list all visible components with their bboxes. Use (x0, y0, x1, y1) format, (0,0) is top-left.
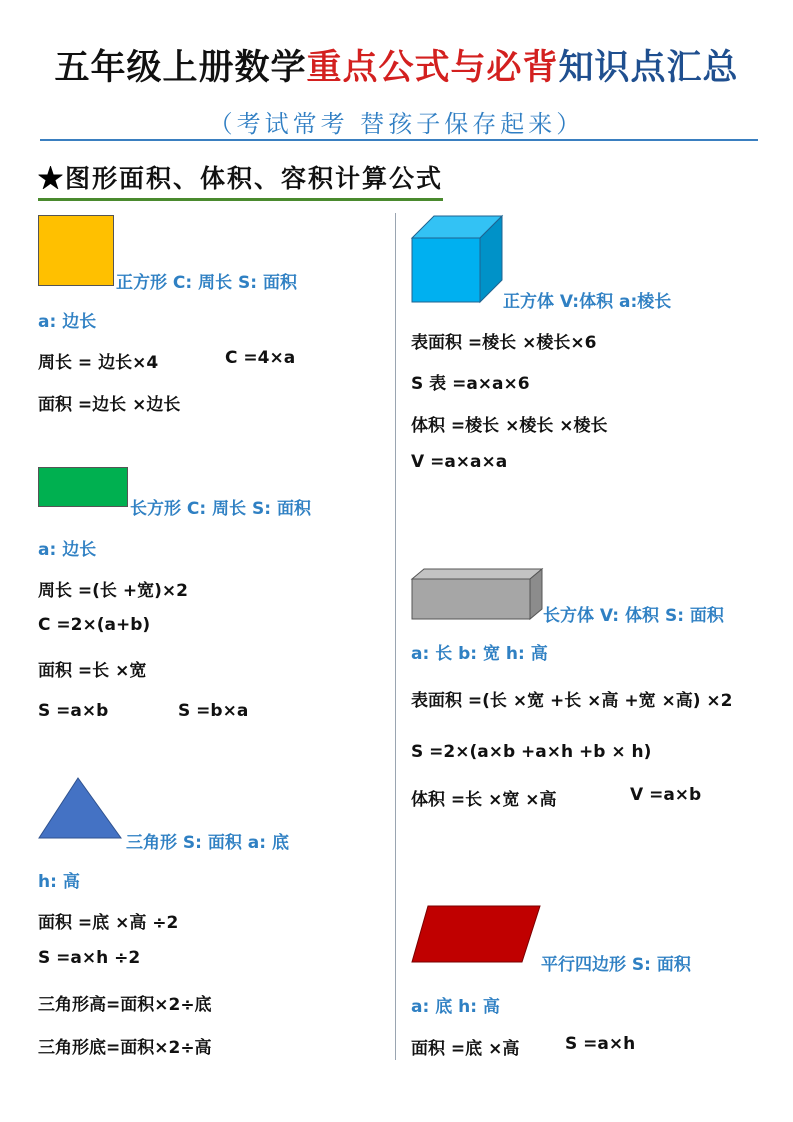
rectangle-shape-icon (38, 467, 128, 507)
rectangle-label: 长方形 C: 周长 S: 面积 (130, 499, 311, 519)
cuboid-volume-formula: 体积 =长 ×宽 ×高 (411, 790, 557, 810)
cuboid-volume-symbolic: V =a×b (630, 785, 702, 805)
parallelogram-label: 平行四边形 S: 面积 (541, 955, 691, 975)
square-perimeter-symbolic: C =4×a (225, 348, 296, 368)
cuboid-label-dimensions: a: 长 b: 宽 h: 高 (411, 644, 548, 664)
square-shape-icon (38, 215, 114, 286)
cube-surface-formula: 表面积 =棱长 ×棱长×6 (411, 333, 597, 353)
triangle-label-height: h: 高 (38, 872, 80, 892)
section-title: 图形面积、体积、容积计算公式 (65, 164, 444, 193)
triangle-height-formula: 三角形高=面积×2÷底 (38, 995, 212, 1015)
title-part-red: 重点公式与必背 (306, 48, 559, 88)
triangle-shape-icon (37, 776, 123, 840)
square-label: 正方形 C: 周长 S: 面积 (116, 273, 297, 293)
cuboid-surface-symbolic: S =2×(a×b +a×h +b × h) (411, 742, 652, 762)
page-subtitle: （考试常考 替孩子保存起来） (208, 110, 585, 138)
square-label-edge: a: 边长 (38, 312, 97, 332)
rectangle-area-formula: 面积 =长 ×宽 (38, 661, 147, 681)
title-part-blue: 知识点汇总 (558, 48, 739, 88)
cube-shape-icon (410, 214, 504, 304)
section-heading (38, 163, 443, 201)
square-perimeter-formula: 周长 = 边长×4 (38, 353, 159, 373)
column-divider (395, 213, 396, 1060)
parallelogram-shape-icon (410, 904, 542, 964)
rectangle-perimeter-formula: 周长 =(长 +宽)×2 (38, 581, 188, 601)
rectangle-perimeter-symbolic: C =2×(a+b) (38, 615, 151, 635)
title-part-black: 五年级上册数学 (54, 48, 307, 88)
cube-volume-formula: 体积 =棱长 ×棱长 ×棱长 (411, 416, 608, 436)
star-icon: ★ (38, 164, 66, 193)
parallelogram-label-dimensions: a: 底 h: 高 (411, 997, 500, 1017)
parallelogram-area-formula: 面积 =底 ×高 (411, 1039, 520, 1059)
triangle-area-symbolic: S =a×h ÷2 (38, 948, 141, 968)
triangle-label: 三角形 S: 面积 a: 底 (126, 833, 289, 853)
triangle-area-formula: 面积 =底 ×高 ÷2 (38, 913, 179, 933)
page-title (0, 40, 793, 90)
cube-surface-symbolic: S 表 =a×a×6 (411, 374, 530, 394)
triangle-base-formula: 三角形底=面积×2÷高 (38, 1038, 212, 1058)
rectangle-label-edge: a: 边长 (38, 540, 97, 560)
cube-volume-symbolic: V =a×a×a (411, 452, 508, 472)
cuboid-label: 长方体 V: 体积 S: 面积 (543, 606, 724, 626)
rectangle-area-symbolic-1: S =a×b (38, 701, 109, 721)
rectangle-area-symbolic-2: S =b×a (178, 701, 249, 721)
cuboid-surface-formula: 表面积 =(长 ×宽 +长 ×高 +宽 ×高) ×2 (411, 691, 733, 711)
square-area-formula: 面积 =边长 ×边长 (38, 395, 181, 415)
cuboid-shape-icon (410, 567, 544, 621)
parallelogram-area-symbolic: S =a×h (565, 1034, 636, 1054)
cube-label: 正方体 V:体积 a:棱长 (503, 292, 672, 312)
header-divider (40, 139, 758, 141)
